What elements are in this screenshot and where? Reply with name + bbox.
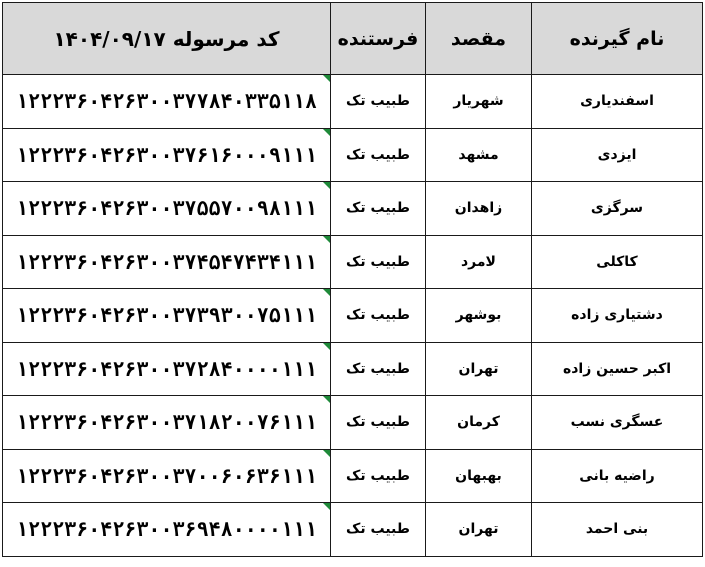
sender-cell[interactable] [331,235,426,289]
sender-cell[interactable] [331,342,426,396]
destination-cell[interactable] [426,235,532,289]
tracking-code-cell[interactable] [3,342,331,396]
tracking-code: ۱۲۲۲۳۶۰۴۲۶۳۰۰۳۷۶۱۶۰۰۰۹۱۱۱ [15,142,318,167]
sender: طبیب تک [346,521,410,538]
recipient-cell[interactable] [532,75,703,129]
tracking-code: ۱۲۲۲۳۶۰۴۲۶۳۰۰۳۷۳۹۳۰۰۷۵۱۱۱ [15,303,318,328]
recipient: اسفندیاری [580,93,654,110]
recipient-cell[interactable] [532,449,703,503]
header-sender-label: فرستنده [337,27,419,50]
cell-marker-icon [323,343,330,350]
recipient: دشتیاری زاده [571,307,663,324]
tracking-code: ۱۲۲۲۳۶۰۴۲۶۳۰۰۳۷۲۸۴۰۰۰۰۱۱۱ [15,356,318,381]
destination: کرمان [457,414,500,431]
destination-cell[interactable] [426,342,532,396]
tracking-code-cell[interactable] [3,449,331,503]
header-cell-recipient[interactable] [532,3,703,75]
header-cell-code[interactable] [3,3,331,75]
sender: طبیب تک [346,253,410,270]
tracking-code-cell[interactable] [3,235,331,289]
destination: مشهد [458,146,499,163]
recipient-cell[interactable] [532,289,703,343]
sender-cell[interactable] [331,503,426,557]
destination: شهریار [453,93,504,110]
table-row [3,182,703,236]
tracking-code-cell[interactable] [3,75,331,129]
table-row [3,342,703,396]
table-row [3,289,703,343]
cell-marker-icon [323,396,330,403]
table-row [3,449,703,503]
sender: طبیب تک [346,146,410,163]
destination-cell[interactable] [426,396,532,450]
tracking-code-cell[interactable] [3,503,331,557]
tracking-code: ۱۲۲۲۳۶۰۴۲۶۳۰۰۳۷۴۵۴۷۴۳۴۱۱۱ [15,249,318,274]
recipient-cell[interactable] [532,235,703,289]
destination-cell[interactable] [426,182,532,236]
destination-cell[interactable] [426,75,532,129]
recipient: کاکلی [596,253,638,270]
recipient-cell[interactable] [532,182,703,236]
tracking-code: ۱۲۲۲۳۶۰۴۲۶۳۰۰۳۷۰۰۶۰۶۳۶۱۱۱ [15,463,318,488]
tracking-code: ۱۲۲۲۳۶۰۴۲۶۳۰۰۳۷۱۸۲۰۰۷۶۱۱۱ [15,410,318,435]
cell-marker-icon [323,289,330,296]
tracking-code-cell[interactable] [3,396,331,450]
destination-cell[interactable] [426,503,532,557]
table-row [3,75,703,129]
recipient-cell[interactable] [532,342,703,396]
header-row [3,3,703,75]
tracking-code-cell[interactable] [3,289,331,343]
recipient-cell[interactable] [532,396,703,450]
sender-cell[interactable] [331,182,426,236]
sender-cell[interactable] [331,396,426,450]
recipient: سرگزی [590,200,644,217]
destination: لامرد [461,253,496,270]
sender-cell[interactable] [331,128,426,182]
recipient: بنی احمد [585,521,649,538]
tracking-code: ۱۲۲۲۳۶۰۴۲۶۳۰۰۳۷۷۸۴۰۳۳۵۱۱۸ [15,89,318,114]
sender: طبیب تک [346,93,410,110]
sender-cell[interactable] [331,289,426,343]
sender: طبیب تک [346,307,410,324]
table-row [3,396,703,450]
sender: طبیب تک [346,467,410,484]
tracking-code-cell[interactable] [3,128,331,182]
sender: طبیب تک [346,360,410,377]
destination: تهران [458,360,499,377]
header-recipient-label: نام گیرنده [569,27,665,50]
sender-cell[interactable] [331,449,426,503]
sender: طبیب تک [346,414,410,431]
header-destination-label: مقصد [450,27,507,50]
recipient: عسگری نسب [570,414,664,431]
recipient: ایزدی [597,146,637,163]
cell-marker-icon [323,503,330,510]
destination: تهران [458,521,499,538]
recipient-cell[interactable] [532,503,703,557]
tracking-code: ۱۲۲۲۳۶۰۴۲۶۳۰۰۳۷۵۵۷۰۰۹۸۱۱۱ [15,196,318,221]
cell-marker-icon [323,75,330,82]
recipient: اکبر حسین زاده [562,360,672,377]
shipment-table [2,2,703,557]
tracking-code-cell[interactable] [3,182,331,236]
cell-marker-icon [323,236,330,243]
sender-cell[interactable] [331,75,426,129]
recipient-cell[interactable] [532,128,703,182]
recipient: راضیه بانی [579,467,655,484]
destination-cell[interactable] [426,449,532,503]
destination: بهبهان [455,467,502,484]
table-row [3,235,703,289]
cell-marker-icon [323,129,330,136]
header-cell-destination[interactable] [426,3,532,75]
shipment-table-sheet [2,2,702,564]
destination-cell[interactable] [426,128,532,182]
destination-cell[interactable] [426,289,532,343]
tracking-code: ۱۲۲۲۳۶۰۴۲۶۳۰۰۳۶۹۴۸۰۰۰۰۱۱۱ [15,517,318,542]
table-row [3,503,703,557]
cell-marker-icon [323,182,330,189]
destination: زاهدان [454,200,503,217]
destination: بوشهر [455,307,502,324]
cell-marker-icon [323,450,330,457]
sender: طبیب تک [346,200,410,217]
header-code-label: کد مرسوله ۱۴۰۴/۰۹/۱۷ [53,26,280,51]
header-cell-sender[interactable] [331,3,426,75]
table-row [3,128,703,182]
